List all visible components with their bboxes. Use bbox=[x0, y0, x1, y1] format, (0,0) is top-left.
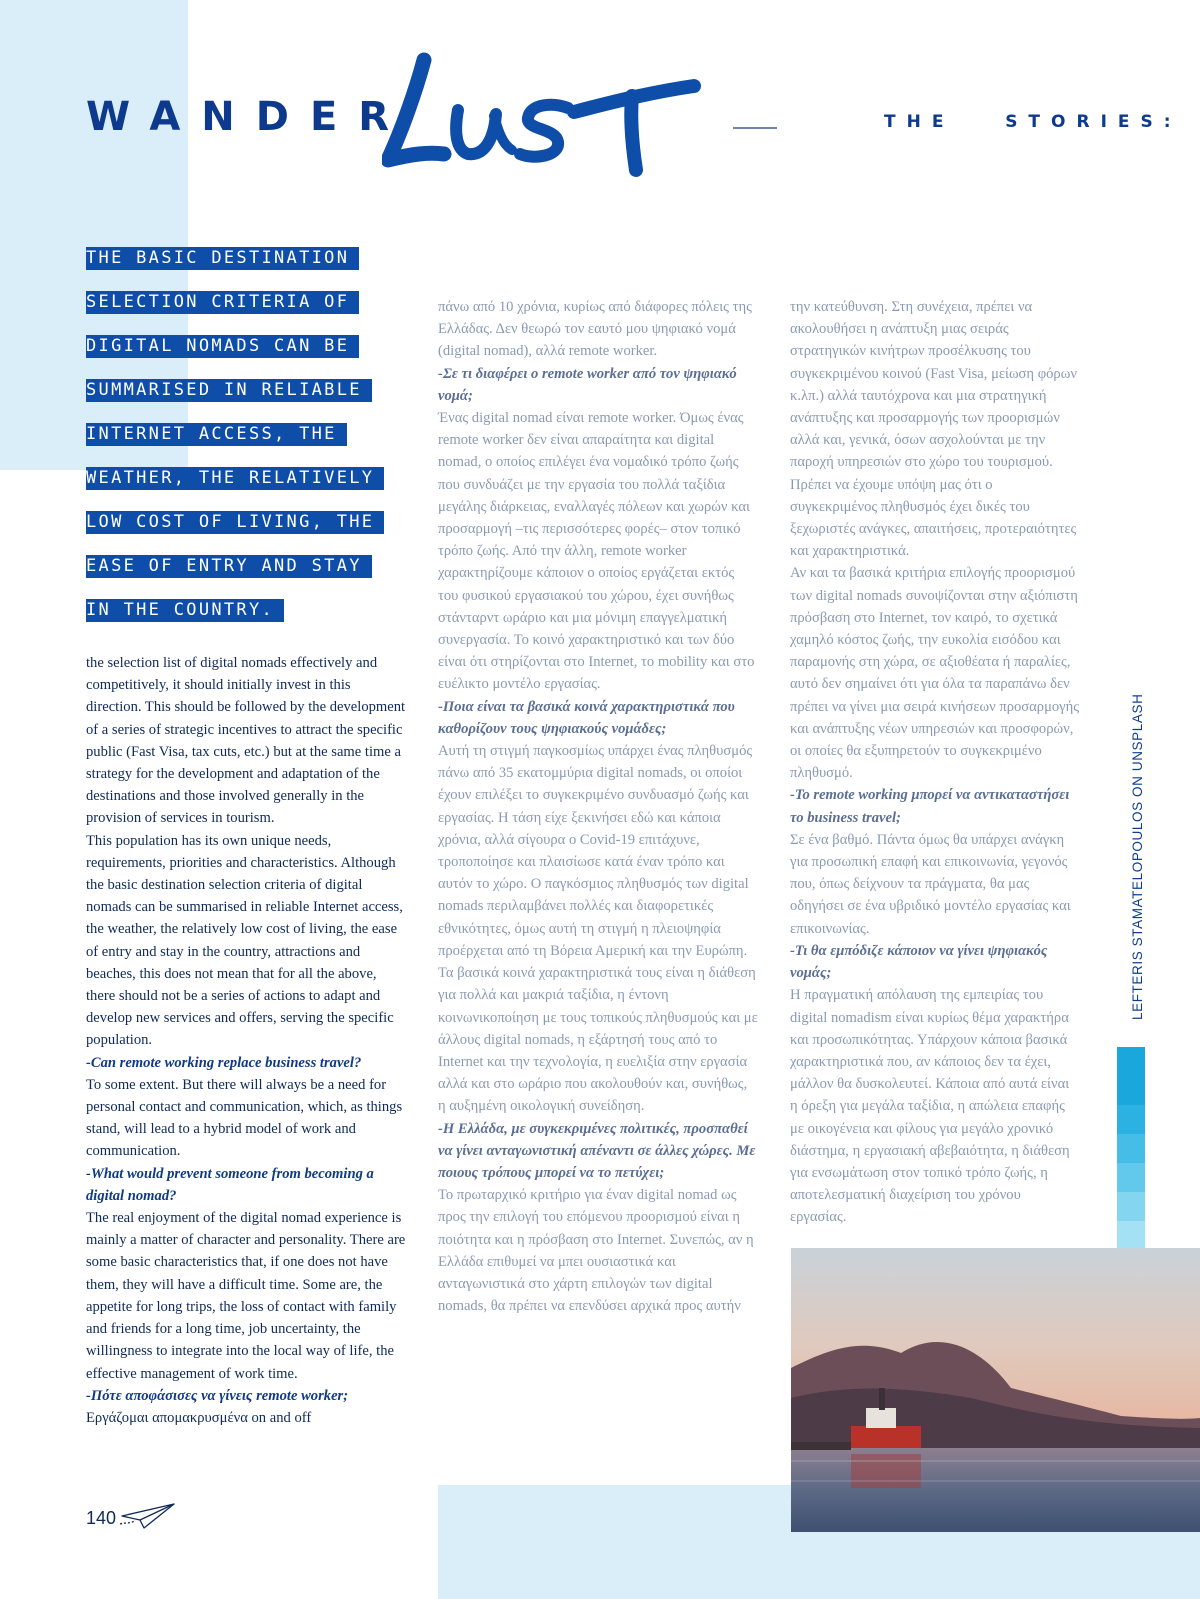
paragraph: The real enjoyment of the digital nomad experience is mainly a matter of character and personality. There are some basic characteristics that, if one does not have them, they will have a difficult time. Some are, the appetite for long trips, the loss of contact with family and friends for a long time, job uncertainty, the willingness to integrate into the local way of life, the effective management of work time. bbox=[86, 1210, 406, 1382]
pull-quote-line: INTERNET ACCESS, THE bbox=[86, 422, 406, 447]
paragraph: την κατεύθυνση. Στη συνέχεια, πρέπει να ακολουθήσει η ανάπτυξη μιας σειράς στρατηγικών κινήτρων προσέλκυσης του συγκεκριμένου κοινού (Fast Visa, μείωση φόρων κ.λπ.) αλλά ταυτόχρονα και μια στρατηγική ανάπτυξης και προσαρμογής των προορισμών αλλά και, γενικά, όσων ασχολούνται με την παροχή υπηρεσιών στο χώρο του τουρισμού. Πρέπει να έχουμε υπόψη μας ότι ο συγκεκριμένος πληθυσμός έχει δικές του ξεχωριστές ανάγκες, απαιτήσεις, προτεραιότητες και χαρακτηριστικά. bbox=[790, 299, 1077, 560]
interview-question: -Η Ελλάδα, με συγκεκριμένες πολιτικές, προσπαθεί να γίνει ανταγωνιστική απέναντι σε άλλες χώρες. Με ποιους τρόπους μπορεί να το πετύχει; bbox=[438, 1120, 756, 1181]
paper-plane-icon bbox=[118, 1502, 178, 1530]
paragraph: Εργάζομαι απομακρυσμένα on and off bbox=[86, 1409, 312, 1426]
color-swatch bbox=[1117, 1047, 1145, 1076]
interview-question: -Ποια είναι τα βασικά κοινά χαρακτηριστικά που καθορίζουν τους ψηφιακούς νομάδες; bbox=[438, 698, 735, 737]
interview-question: -Σε τι διαφέρει ο remote worker από τον ψηφιακό νομά; bbox=[438, 365, 737, 404]
pull-quote-line: WEATHER, THE RELATIVELY bbox=[86, 466, 406, 491]
paragraph: the selection list of digital nomads effectively and competitively, it should initially invest in this direction. This should be followed by the development of a series of strategic incentives to attract the specific public (Fast Visa, tax cuts, etc.) but at the same time a strategy for the development and adaptation of the destinations and those involved generally in the provision of services in tourism. bbox=[86, 655, 406, 827]
header-section-label: THE STORIES: bbox=[884, 112, 1182, 132]
color-swatch bbox=[1117, 1163, 1145, 1192]
pull-quote-line: DIGITAL NOMADS CAN BE bbox=[86, 334, 406, 359]
color-swatch bbox=[1117, 1134, 1145, 1163]
article-column-greek-2 bbox=[790, 296, 1080, 1229]
paragraph: Αυτή τη στιγμή παγκοσμίως υπάρχει ένας πληθυσμός πάνω από 35 εκατομμύρια digital nomads, οι οποίοι έχουν επιλέξει το συγκεκριμένο συνδυασμό ζωής και εργασίας. Η τάση είχε ξεκινήσει εδώ και κάποια χρόνια, αλλά σίγουρα ο Covid-19 επιτάχυνε, τροποποίησε και πλαισίωσε κατά έναν τρόπο και αυτόν το χώρο. Ο παγκόσμιος πληθυσμός των digital nomads περιλαμβάνει πολλές και διαφορετικές εθνικότητες, όμως αυτή τη στιγμή η πλειοψηφία προέρχεται από τη Βόρεια Αμερική και την Ευρώπη. bbox=[438, 743, 753, 959]
interview-question: -Το remote working μπορεί να αντικαταστήσει το business travel; bbox=[790, 787, 1070, 826]
article-column-english bbox=[86, 652, 406, 1429]
photo-credit: LEFTERIS STAMATELOPOULOS ON UNSPLASH bbox=[1130, 693, 1145, 1020]
paragraph: Το πρωταρχικό κριτήριο για έναν digital nomad ως προς την επιλογή του επόμενου προορισμού είναι η ποιότητα και η πρόσβαση στο Internet. Συνεπώς, αν η Ελλάδα επιθυμεί να μπει ουσιαστικά και ανταγωνιστικά στο χάρτη επιλογών των digital nomads, θα πρέπει να επενδύσει αρχικά προς αυτήν bbox=[438, 1187, 754, 1315]
header-lust-brush-lettering bbox=[382, 50, 712, 180]
pull-quote-line: SUMMARISED IN RELIABLE bbox=[86, 378, 406, 403]
interview-question: -Τι θα εμπόδιζε κάποιον να γίνει ψηφιακός νομάς; bbox=[790, 942, 1048, 982]
paragraph: Αν και τα βασικά κριτήρια επιλογής προορισμού των digital nomads συνοψίζονται στην αξιόπιστη πρόσβαση στο Internet, τον καιρό, το σχετικά χαμηλό κόστος ζωής, την ευκολία εισόδου και παραμονής στη χώρα, σε αξιοθέατα ή παραλίες, αυτό δεν σημαίνει ότι για όλα τα παραπάνω δεν πρέπει να γίνει μια σειρά κινήσεων προσαρμογής και ανάπτυξης νέων υπηρεσιών και προσφορών, οι οποίες θα εξυπηρετούν το συγκεκριμένο πληθυσμό. bbox=[790, 565, 1080, 782]
paragraph: Τα βασικά κοινά χαρακτηριστικά τους είναι η διάθεση για πολλά και μακριά ταξίδια, η έντονη κοινωνικοποίηση με τους τοπικούς πληθυσμούς και με άλλους digital nomads, η εξάρτησή τους από το Internet και την τεχνολογία, η ευελιξία στην εργασία αλλά και στο ωράριο που ακολουθούν και, συνήθως, η αυξημένη οικολογική συνείδηση. bbox=[438, 965, 758, 1115]
header-wander: WANDER bbox=[86, 94, 411, 140]
color-swatch bbox=[1117, 1076, 1145, 1105]
paragraph: To some extent. But there will always be a need for personal contact and communication, which, as things stand, will lead to a hybrid model of work and communication. bbox=[86, 1076, 403, 1160]
pull-quote-line: IN THE COUNTRY. bbox=[86, 598, 406, 623]
pull-quote-line: SELECTION CRITERIA OF bbox=[86, 290, 406, 315]
pull-quote-line: EASE OF ENTRY AND STAY bbox=[86, 554, 406, 579]
paragraph: This population has its own unique needs, requirements, priorities and characteristics. Although the basic destination selection criteria of digital nomads can be summarised in reliable Internet access, the weather, the relatively low cost of living, the ease of entry and stay in the country, attractions and beaches, this does not mean that for all the above, there should not be a series of actions to adapt and develop new services and offers, serving the specific population. bbox=[86, 832, 403, 1049]
paragraph: Σε ένα βαθμό. Πάντα όμως θα υπάρχει ανάγκη για προσωπική επαφή και επικοινωνία, γεγονός που, όπως δείχνουν τα πράγματα, θα μας οδηγήσει σε ένα υβριδικό μοντέλο εργασίας και επικοινωνίας. bbox=[790, 831, 1071, 937]
harbor-sunset-photo bbox=[791, 1248, 1200, 1532]
page-number: 140 bbox=[86, 1508, 117, 1528]
paragraph: Ένας digital nomad είναι remote worker. Όμως ένας remote worker δεν είναι απαραίτητα και digital nomad, ο οποίος επιλέγει ένα νομαδικό τρόπο ζωής που συνδυάζει με την εργασία του πολλά ταξίδια μεγάλης διάρκειας, εναλλαγές πόλεων και χωρών και προσαρμογή –τις περισσότερες φορές– στον τοπικό τρόπο ζωής. Από την άλλη, remote worker χαρακτηρίζουμε κάποιον ο οποίος εργάζεται εκτός του φυσικού εργασιακού του χώρου, έχει συνήθως στάνταρντ ωράριο και μια μόνιμη επαγγελματική συνεργασία. Το κοινό χαρακτηριστικό και των δύο είναι ότι στηρίζονται στο Internet, το mobility και στο ευέλικτο μοντέλο εργασίας. bbox=[438, 410, 755, 693]
article-column-greek-1 bbox=[438, 296, 758, 1317]
interview-question: -Πότε αποφάσισες να γίνεις remote worker; bbox=[86, 1387, 349, 1404]
interview-question: -Can remote working replace business travel? bbox=[86, 1054, 362, 1071]
color-swatch bbox=[1117, 1221, 1145, 1250]
color-swatch bbox=[1117, 1105, 1145, 1134]
paragraph: Η πραγματική απόλαυση της εμπειρίας του digital nomadism είναι κυρίως θέμα χαρακτήρα και προσωπικότητας. Υπάρχουν κάποια βασικά χαρακτηριστικά που, αν κάποιος δεν τα έχει, μάλλον θα δυσκολευτεί. Κάποια από αυτά είναι η όρεξη για μεγάλα ταξίδια, η απώλεια επαφής με οικογένεια και φίλους για μεγάλο χρονικό διάστημα, η εργασιακή αβεβαιότητα, η διάθεση για ενσωμάτωση στον τοπικό τρόπο ζωής, η αποτελεσματική διαχείριση του χρόνου εργασίας. bbox=[790, 987, 1070, 1226]
pull-quote bbox=[86, 246, 406, 642]
paragraph: πάνω από 10 χρόνια, κυρίως από διάφορες πόλεις της Ελλάδας. Δεν θεωρώ τον εαυτό μου ψηφιακό νομά (digital nomad), αλλά remote worker. bbox=[438, 299, 752, 360]
pull-quote-line: THE BASIC DESTINATION bbox=[86, 246, 406, 271]
header-divider bbox=[733, 127, 777, 129]
interview-question: -What would prevent someone from becoming a digital nomad? bbox=[86, 1165, 374, 1204]
color-swatch bbox=[1117, 1192, 1145, 1221]
pull-quote-line: LOW COST OF LIVING, THE bbox=[86, 510, 406, 535]
